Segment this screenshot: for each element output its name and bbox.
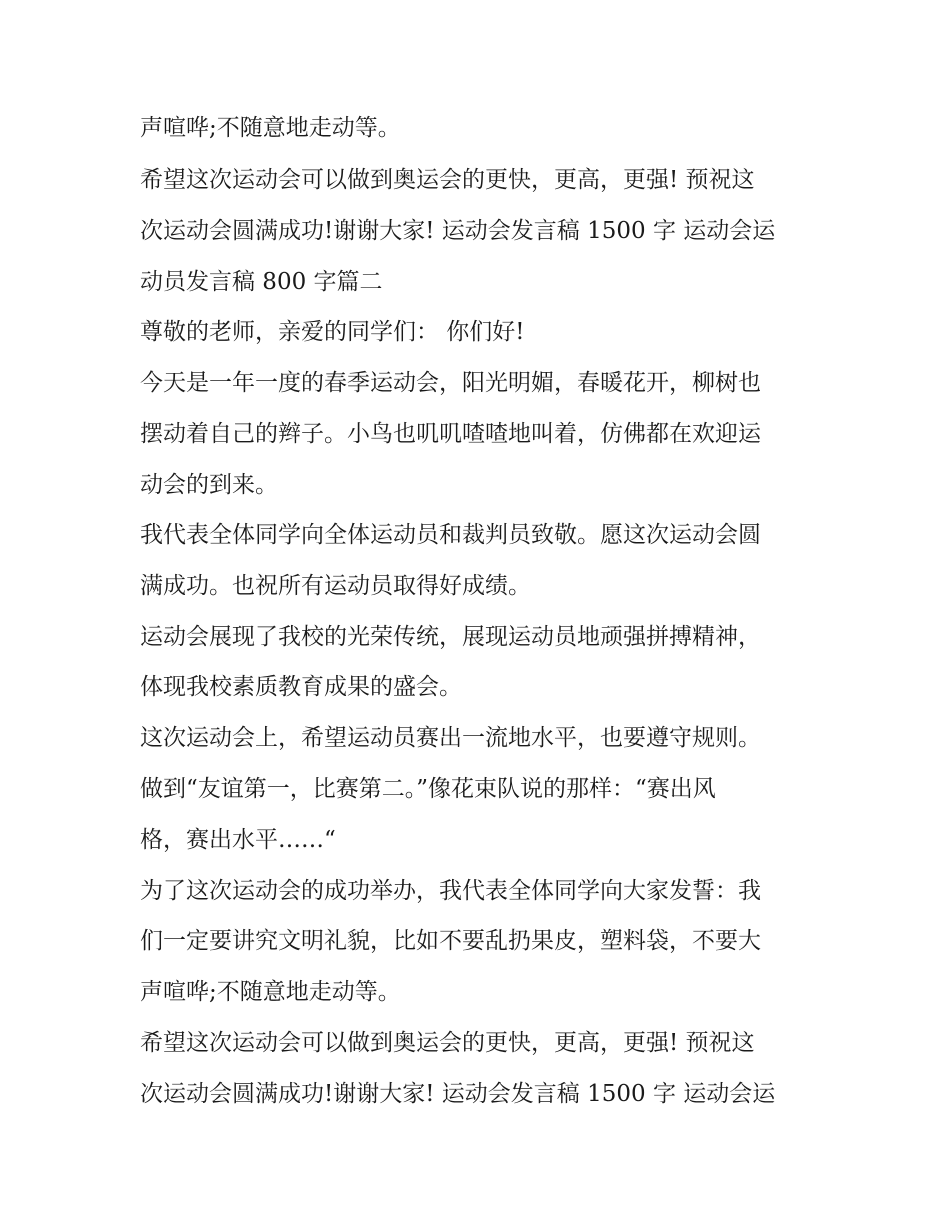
text-line: 满成功。也祝所有运动员取得好成绩。 bbox=[140, 573, 531, 599]
text-line: 次运动会圆满成功!谢谢大家! 运动会发言稿 1500 字 运动会运 bbox=[140, 218, 776, 244]
text-line: 动会的到来。 bbox=[140, 472, 278, 498]
text-line: 次运动会圆满成功!谢谢大家! 运动会发言稿 1500 字 运动会运 bbox=[140, 1081, 776, 1107]
text-line: 做到“友谊第一，比赛第二。”像花束队说的那样：“赛出风 bbox=[140, 776, 716, 802]
text-line: 摆动着自己的辫子。小鸟也叽叽喳喳地叫着，仿佛都在欢迎运 bbox=[140, 421, 761, 447]
text-line: 我代表全体同学向全体运动员和裁判员致敬。愿这次运动会圆 bbox=[140, 522, 761, 548]
text-line: 今天是一年一度的春季运动会，阳光明媚，春暖花开，柳树也 bbox=[140, 370, 761, 396]
text-line: 们一定要讲究文明礼貌，比如不要乱扔果皮，塑料袋，不要大 bbox=[140, 928, 761, 954]
text-line: 尊敬的老师，亲爱的同学们： 你们好! bbox=[140, 319, 525, 345]
text-line: 希望这次运动会可以做到奥运会的更快，更高，更强! 预祝这 bbox=[140, 1030, 755, 1056]
text-line: 动员发言稿 800 字篇二 bbox=[140, 269, 383, 295]
text-line: 运动会展现了我校的光荣传统，展现运动员地顽强拼搏精神， bbox=[140, 624, 761, 650]
text-line: 格，赛出水平……“ bbox=[140, 827, 336, 853]
text-line: 希望这次运动会可以做到奥运会的更快，更高，更强! 预祝这 bbox=[140, 167, 755, 193]
text-line: 体现我校素质教育成果的盛会。 bbox=[140, 674, 462, 700]
text-line: 为了这次运动会的成功举办，我代表全体同学向大家发誓：我 bbox=[140, 878, 761, 904]
text-line: 声喧哗;不随意地走动等。 bbox=[140, 979, 401, 1005]
text-line: 声喧哗;不随意地走动等。 bbox=[140, 115, 401, 141]
text-line: 这次运动会上，希望运动员赛出一流地水平，也要遵守规则。 bbox=[140, 725, 761, 751]
